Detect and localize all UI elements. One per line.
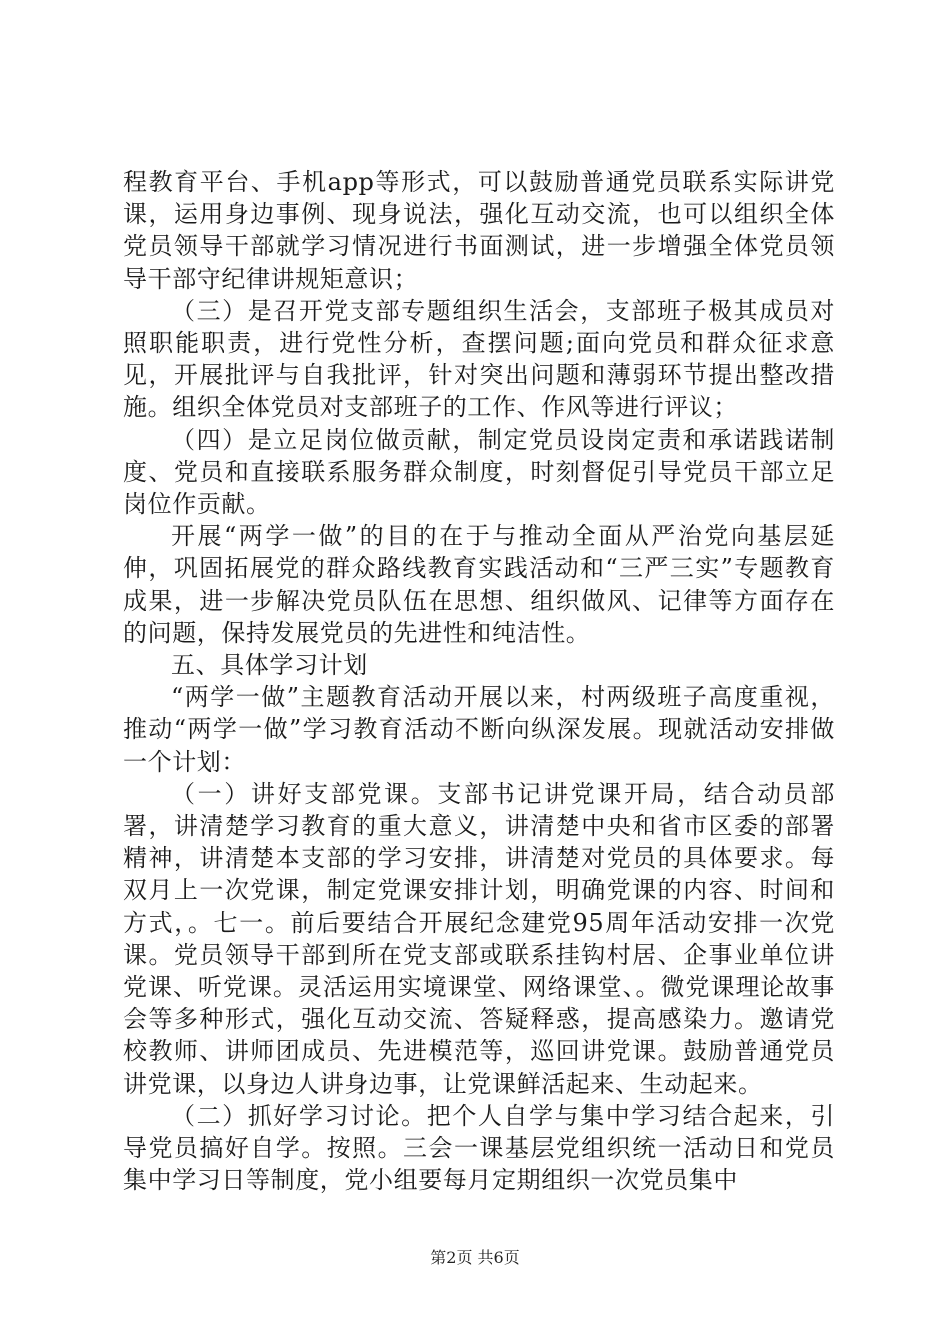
paragraph-plan-intro: “两学一做”主题教育活动开展以来，村两级班子高度重视，推动“两学一做”学习教育活动不断向纵深发展。现就活动安排做一个计划： [123,683,835,776]
page-number-footer: 第2页 共6页 [430,1248,520,1267]
paragraph-continuation: 程教育平台、手机app等形式，可以鼓励普通党员联系实际讲党课，运用身边事例、现身说法，强化互动交流，也可以组织全体党员领导干部就学习情况进行书面测试，进一步增强全体党员领导干部守纪律讲规矩意识； [123,168,835,293]
document-body [123,166,835,1197]
paragraph-purpose: 开展“两学一做”的目的在于与推动全面从严治党向基层延伸，巩固拓展党的群众路线教育实践活动和“三严三实”专题教育成果，进一步解决党员队伍在思想、组织做风、记律等方面存在的问题，保持发展党员的先进性和纯洁性。 [123,522,835,647]
paragraph-plan-item-1: （一）讲好支部党课。支部书记讲党课开局，结合动员部署，讲清楚学习教育的重大意义，讲清楚中央和省市区委的部署精神，讲清楚本支部的学习安排，讲清楚对党员的具体要求。每双月上一次党课，制定党课安排计划，明确党课的内容、时间和方式，。七一。前后要结合开展纪念建党95周年活动安排一次党课。党员领导干部到所在党支部或联系挂钩村居、企事业单位讲党课、听党课。灵活运用实境课堂、网络课堂、。微党课理论故事会等多种形式，强化互动交流、答疑释惑，提高感染力。邀请党校教师、讲师团成员、先进模范等，巡回讲党课。鼓励普通党员讲党课，以身边人讲身边事，让党课鲜活起来、生动起来。 [123,779,835,1098]
paragraph-item-3: （三）是召开党支部专题组织生活会，支部班子极其成员对照职能职责，进行党性分析，查摆问题;面向党员和群众征求意见，开展批评与自我批评，针对突出问题和薄弱环节提出整改措施。组织全体党员对支部班子的工作、作风等进行评议； [123,296,835,422]
paragraph-plan-item-2: （二）抓好学习讨论。把个人自学与集中学习结合起来，引导党员搞好自学。按照。三会一课基层党组织统一活动日和党员集中学习日等制度，党小组要每月定期组织一次党员集中 [123,1101,835,1195]
paragraph-item-4: （四）是立足岗位做贡献，制定党员设岗定责和承诺践诺制度、党员和直接联系服务群众制度，时刻督促引导党员干部立足岗位作贡献。 [123,425,835,519]
section-heading-study-plan: 五、具体学习计划 [171,651,368,680]
